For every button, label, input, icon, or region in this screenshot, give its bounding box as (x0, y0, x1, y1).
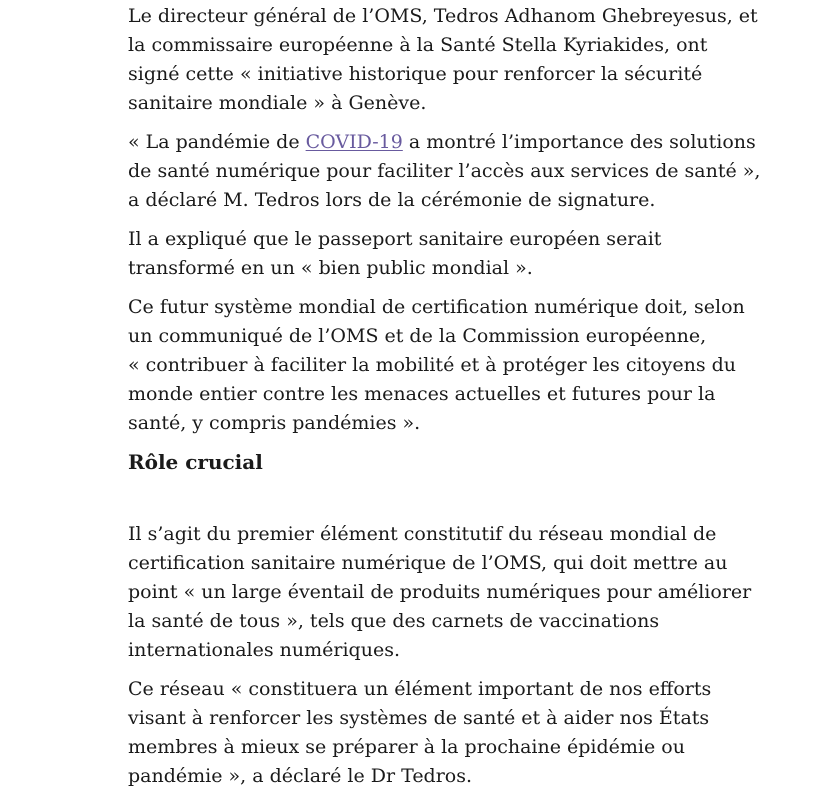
covid19-link[interactable]: COVID-19 (305, 131, 403, 153)
paragraph: Ce réseau « constituera un élément important de nos efforts visant à renforcer les systèmes de santé et à aider nos États membres à mieux se préparer à la prochaine épidémie ou pandémie », a déclaré le Dr Tedros. (128, 678, 712, 787)
article-body (128, 0, 762, 791)
paragraph: Ce futur système mondial de certification numérique doit, selon un communiqué de l’OMS et de la Commission européenne, « contribuer à faciliter la mobilité et à protéger les citoyens du monde entier contre les menaces actuelles et futures pour la santé, y compris pandémies ». (128, 296, 745, 434)
paragraph: Le directeur général de l’OMS, Tedros Adhanom Ghebreyesus, et la commissaire européenne à la Santé Stella Kyriakides, ont signé cette « initiative historique pour renforcer la sécurité sanitaire mondiale » à Genève. (128, 5, 758, 114)
paragraph (128, 128, 762, 215)
section-heading: Rôle crucial (128, 450, 263, 474)
paragraph-text: « La pandémie de (128, 131, 306, 153)
paragraph: Il a expliqué que le passeport sanitaire européen serait transformé en un « bien public mondial ». (128, 228, 662, 279)
paragraph: Il s’agit du premier élément constitutif du réseau mondial de certification sanitaire numérique de l’OMS, qui doit mettre au point « un large éventail de produits numériques pour améliorer la santé de tous », tels que des carnets de vaccinations internationales numériques. (128, 523, 752, 661)
paragraph-text: a montré l’importance des solutions de santé numérique pour faciliter l’accès aux services de santé », a déclaré M. Tedros lors de la cérémonie de signature. (128, 131, 761, 211)
